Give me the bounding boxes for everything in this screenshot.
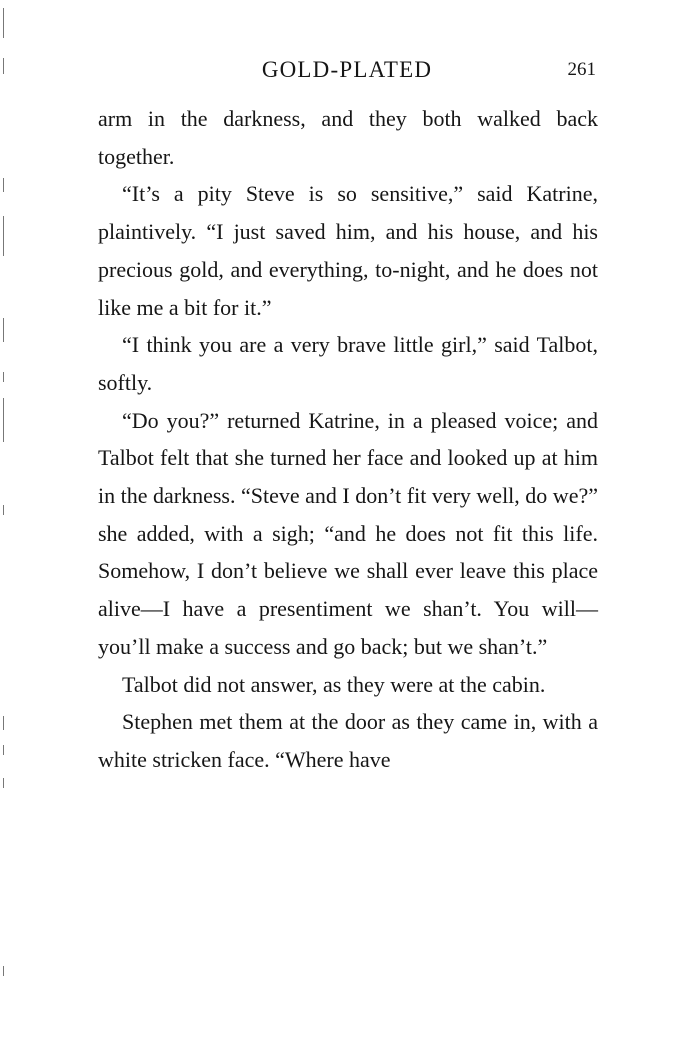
scan-edge-mark [3,745,4,755]
running-title: GOLD-PLATED [261,57,433,82]
scan-edge-mark [3,372,4,382]
paragraph: Stephen met them at the door as they came in, with a white stricken face. “Where have [98,709,598,772]
paragraph: arm in the darkness, and they both walked back together. [98,106,598,169]
scan-edge-mark [3,8,4,38]
paragraph: “It’s a pity Steve is so sensitive,” said Katrine, plaintively. “I just saved him, and his house, and his precious gold, and everything, to-night, and he does not like me a bit for it.” [98,181,598,320]
paragraph: “I think you are a very brave little girl,” said Talbot, softly. [98,332,598,395]
scan-edge-mark [3,505,4,515]
paragraph: “Do you?” returned Katrine, in a pleased voice; and Talbot felt that she turned her face and looked up at him in the darkness. “Steve and I don’t fit very well, do we?” she added, with a sigh; “and he does not fit this life. Somehow, I don’t believe we shall ever leave this place alive—I have a presentiment we shan’t. You will—you’ll make a success and go back; but we shan’t.” [98,407,598,659]
scan-edge-mark [3,716,4,730]
scan-edge-mark [3,178,4,192]
scan-edge-mark [3,398,4,442]
body-text [98,100,598,779]
page-number: 261 [567,59,596,80]
scan-edge-mark [3,778,4,788]
running-head [98,55,596,85]
scan-edge-mark [3,216,4,256]
scan-edge-mark [3,966,4,976]
scan-edge-mark [3,318,4,342]
paragraph: Talbot did not answer, as they were at the cabin. [122,671,546,697]
scan-edge-mark [3,58,4,74]
